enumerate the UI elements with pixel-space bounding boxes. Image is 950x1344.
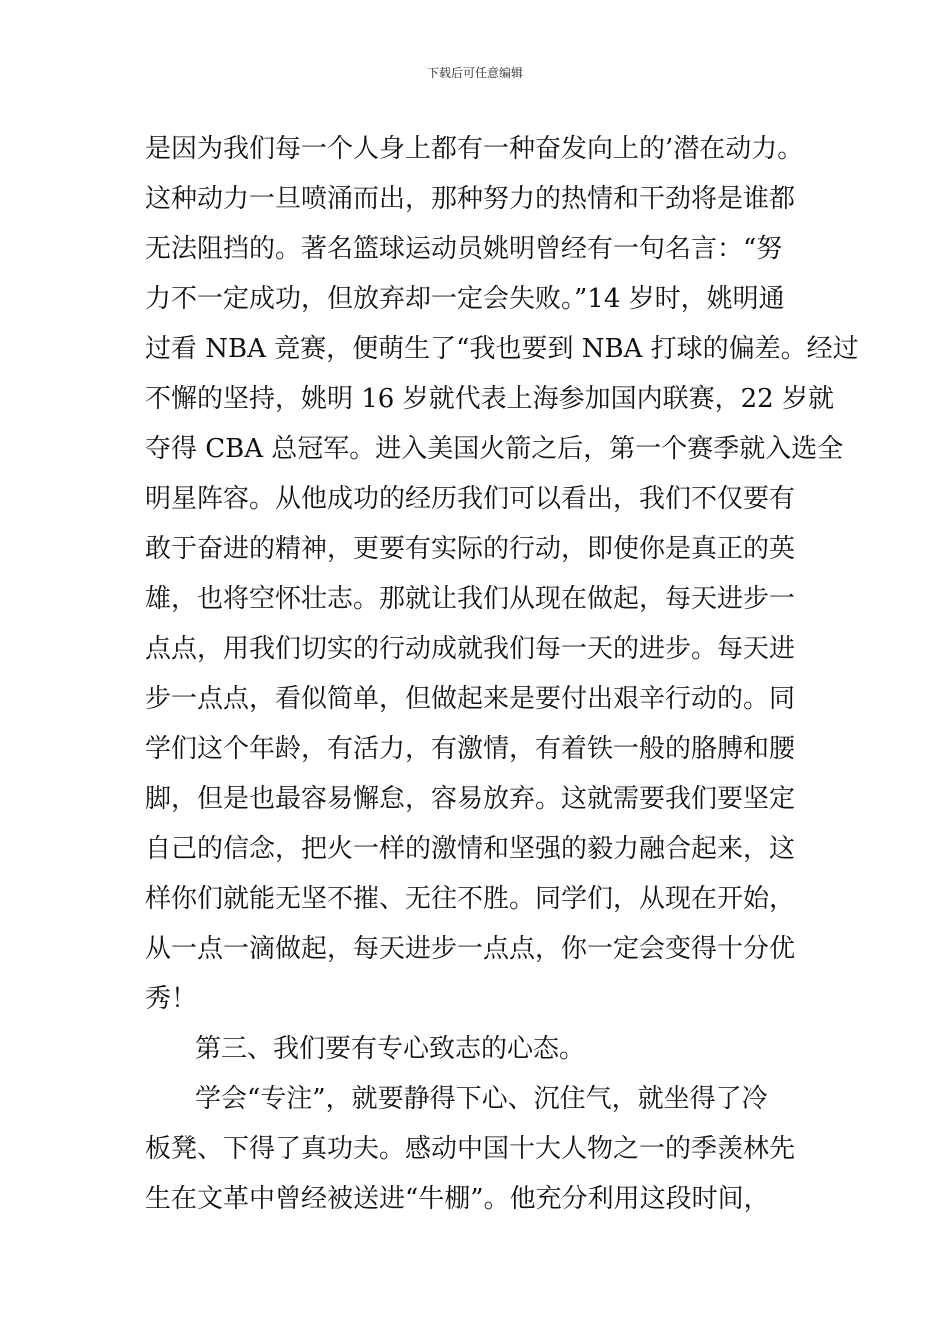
- text-line: 无法阻挡的。著名篮球运动员姚明曾经有一句名言：“努: [145, 234, 783, 264]
- text-line: 学会“专注”，就要静得下心、沉住气，就坐得了冷: [195, 1084, 768, 1114]
- text-line: 自己的信念，把火一样的激情和坚强的毅力融合起来，这: [145, 834, 796, 864]
- text-line: 这种动力一旦喷涌而出，那种努力的热情和干劲将是谁都: [145, 184, 796, 214]
- text-line: 秀！: [145, 984, 198, 1014]
- text-line: 生在文革中曾经被送进“牛棚”。他充分利用这段时间，: [145, 1184, 770, 1214]
- page-header: 下载后可任意编辑: [426, 66, 523, 80]
- section-heading: 第三、我们要有专心致志的心态。: [195, 1034, 586, 1064]
- text-line: 步一点点，看似简单，但做起来是要付出艰辛行动的。同: [145, 684, 796, 714]
- text-line: 雄，也将空怀壮志。那就让我们从现在做起，每天进步一: [145, 584, 796, 614]
- text-line: 点点，用我们切实的行动成就我们每一天的进步。每天进: [145, 634, 796, 664]
- text-line: 样你们就能无坚不摧、无往不胜。同学们，从现在开始，: [145, 884, 796, 914]
- text-line: 明星阵容。从他成功的经历我们可以看出，我们不仅要有: [145, 484, 796, 514]
- text-line: 脚，但是也最容易懈怠，容易放弃。这就需要我们要坚定: [145, 784, 796, 814]
- text-line: 从一点一滴做起，每天进步一点点，你一定会变得十分优: [145, 934, 796, 964]
- text-line: 敢于奋进的精神，更要有实际的行动，即使你是真正的英: [145, 534, 796, 564]
- text-line: 夺得 CBA 总冠军。进入美国火箭之后，第一个赛季就入选全: [145, 434, 844, 464]
- text-line: 学们这个年龄，有活力，有激情，有着铁一般的胳膊和腰: [145, 734, 796, 764]
- text-line: 不懈的坚持，姚明 16 岁就代表上海参加国内联赛，22 岁就: [145, 384, 834, 414]
- text-line: 是因为我们每一个人身上都有一种奋发向上的’潜在动力。: [145, 134, 804, 164]
- text-line: 过看 NBA 竞赛，便萌生了“我也要到 NBA 打球的偏差。经过: [145, 334, 859, 364]
- document-body: [145, 124, 859, 1224]
- text-line: 力不一定成功，但放弃却一定会失败。”14 岁时，姚明通: [145, 284, 785, 314]
- text-line: 板凳、下得了真功夫。感动中国十大人物之一的季羡林先: [145, 1134, 796, 1164]
